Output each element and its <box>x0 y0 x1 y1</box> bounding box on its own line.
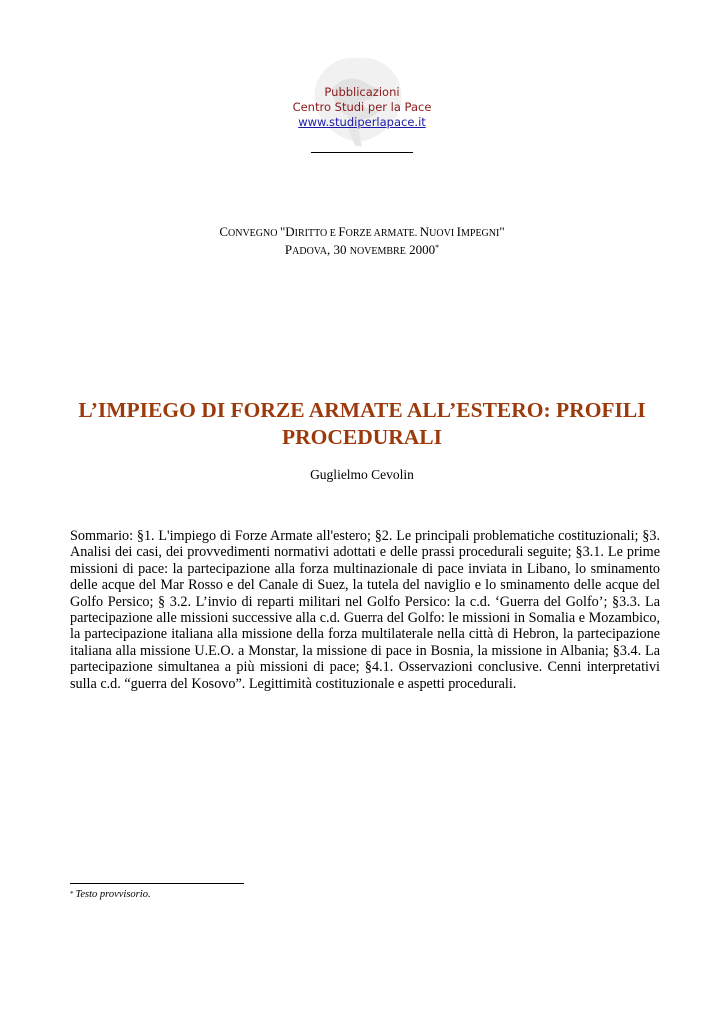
conference-title-part-0-small: ONVEGNO <box>228 228 280 239</box>
conference-title-part-2-big: F <box>338 224 346 239</box>
author-name: Guglielmo Cevolin <box>310 467 414 482</box>
conference-place-date-part-1-small: NOVEMBRE <box>349 246 406 257</box>
publisher-header <box>0 85 724 130</box>
header-divider <box>311 152 413 153</box>
publisher-name: Centro Studi per la Pace <box>292 100 432 114</box>
conference-title-part-1-small: IRITTO E <box>294 228 339 239</box>
conference-title-part-4-small: MPEGNI <box>461 228 500 239</box>
conference-place-date-part-0-big: P <box>284 242 293 257</box>
summary-paragraph: Sommario: §1. L'impiego di Forze Armate all'estero; §2. Le principali problematiche costituzionali; §3. Analisi dei casi, dei provvedimenti normativi adottati e delle prassi procedurali seguite; §3.1. Le prime missioni di pace: la partecipazione alla forza multinazionale di pace inviata in Libano, lo sminamento delle acque del Mar Rosso e del Canale di Suez, la tutela del naviglio e lo sminamento delle acque del Golfo Persico; § 3.2. L’invio di reparti militari nel Golfo Persico: la c.d. ‘Guerra del Golfo’; §3.3. La partecipazione alle missioni successive alla c.d. Guerra del Golfo: le missioni in Somalia e Mozambico, la partecipazione italiana alla missione della forza multilaterale nella città di Hebron, la partecipazione italiana alla missione U.E.O. a Monstar, la missione di pace in Bosnia, la missione in Albania; §3.4. La partecipazione simultanea a più missioni di pace; §4.1. Osservazioni conclusive. Cenni interpretativi sulla c.d. “guerra del Kosovo”. Legittimità costituzionale e aspetti procedurali. <box>70 528 660 692</box>
publisher-website-link[interactable]: www.studiperlapace.it <box>298 115 426 129</box>
conference-title <box>0 224 724 242</box>
conference-place-date <box>0 242 724 260</box>
conference-place-date-part-0-small: ADOVA <box>292 246 327 257</box>
conference-place-date-part-2-big: 2000 <box>405 242 436 257</box>
publisher-label: Pubblicazioni <box>324 85 400 99</box>
conference-title-part-3-small: UOVI <box>429 228 457 239</box>
conference-footnote-marker: * <box>435 243 440 252</box>
footnote-divider <box>70 883 244 884</box>
conference-title-part-2-small: ORZE ARMATE. <box>345 228 420 239</box>
document-title: L’IMPIEGO DI FORZE ARMATE ALL’ESTERO: PROFILI PROCEDURALI <box>78 398 646 449</box>
conference-title-part-1-big: "D <box>279 224 295 239</box>
conference-title-part-3-big: N <box>419 224 430 239</box>
footnote-text: Testo provvisorio. <box>75 889 151 900</box>
footnote <box>70 888 151 901</box>
conference-place-date-part-1-big: , 30 <box>326 242 350 257</box>
conference-title-part-5-big: " <box>499 224 505 239</box>
footnote-marker: * <box>70 890 74 898</box>
conference-title-part-0-big: C <box>219 224 228 239</box>
conference-title-part-4-big: I <box>456 224 461 239</box>
conference-info <box>0 224 724 260</box>
